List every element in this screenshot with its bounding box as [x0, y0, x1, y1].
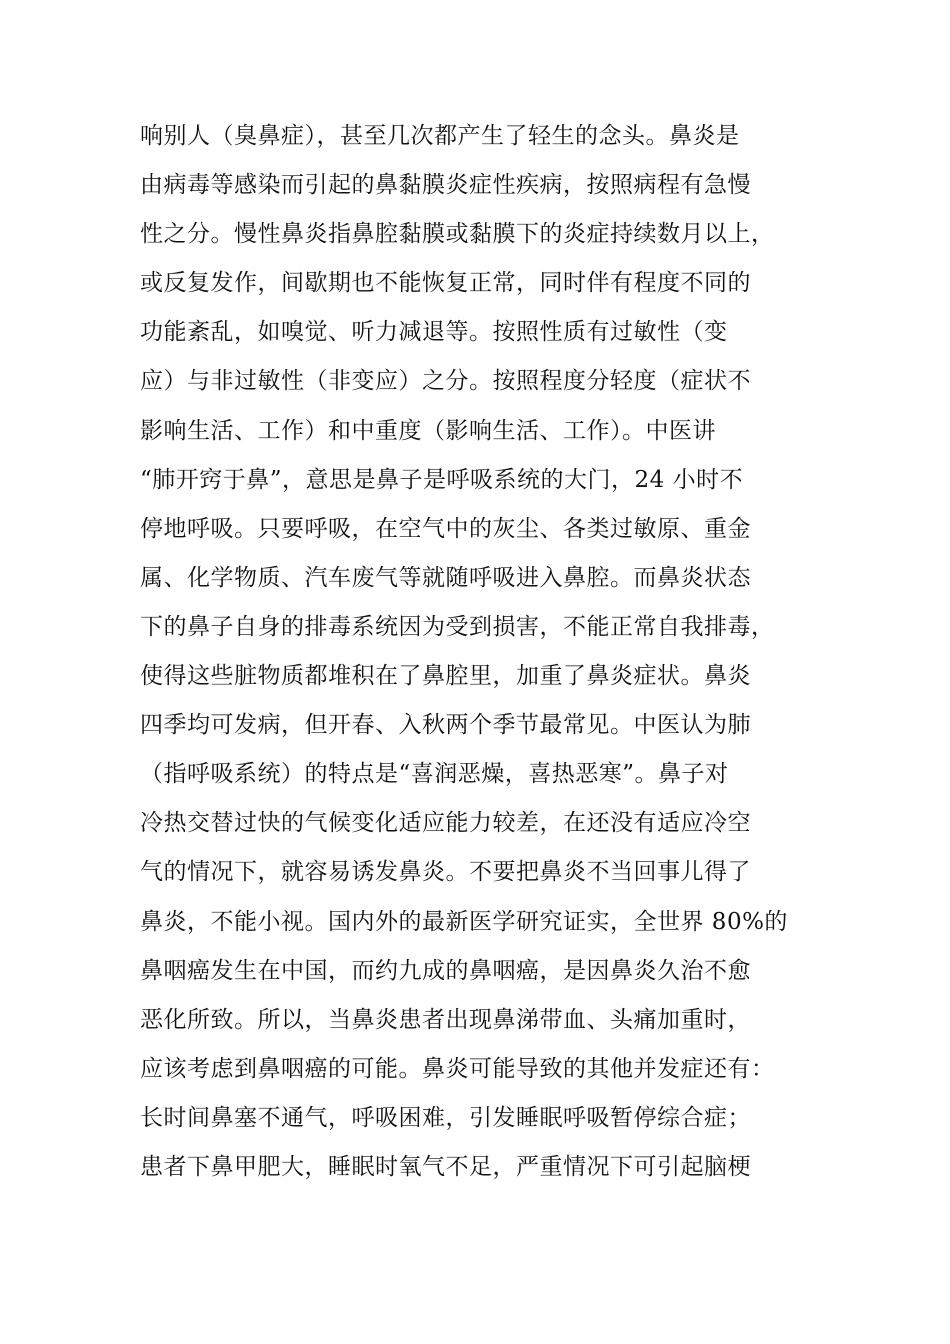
text-line: 长时间鼻塞不通气，呼吸困难，引发睡眠呼吸暂停综合症；: [140, 1104, 751, 1131]
text-line: 性之分。慢性鼻炎指鼻腔黏膜或黏膜下的炎症持续数月以上，: [140, 221, 775, 248]
text-line: 响别人（臭鼻症），甚至几次都产生了轻生的念头。鼻炎是: [140, 123, 740, 149]
text-line: 停地呼吸。只要呼吸，在空气中的灰尘、各类过敏原、重金: [140, 515, 751, 542]
text-line: 四季均可发病，但开春、入秋两个季节最常见。中医认为肺: [140, 712, 751, 739]
text-line: 属、化学物质、汽车废气等就随呼吸进入鼻腔。而鼻炎状态: [140, 564, 751, 591]
text-line: 影响生活、工作）和中重度（影响生活、工作）。中医讲: [140, 417, 716, 444]
body-text: [140, 112, 840, 1192]
text-line: 患者下鼻甲肥大，睡眠时氧气不足，严重情况下可引起脑梗: [140, 1153, 751, 1180]
text-line: “肺开窍于鼻”，意思是鼻子是呼吸系统的大门，24 小时不: [140, 466, 744, 493]
text-line: 应该考虑到鼻咽癌的可能。鼻炎可能导致的其他并发症还有：: [140, 1055, 775, 1082]
text-line: 或反复发作，间歇期也不能恢复正常，同时伴有程度不同的: [140, 270, 751, 297]
text-line: 由病毒等感染而引起的鼻黏膜炎症性疾病，按照病程有急慢: [140, 172, 751, 199]
text-line: 恶化所致。所以，当鼻炎患者出现鼻涕带血、头痛加重时，: [140, 1006, 751, 1033]
text-line: 下的鼻子自身的排毒系统因为受到损害，不能正常自我排毒，: [140, 613, 775, 640]
text-line: （指呼吸系统）的特点是“喜润恶燥，喜热恶寒”。鼻子对: [140, 761, 729, 788]
text-line: 使得这些脏物质都堆积在了鼻腔里，加重了鼻炎症状。鼻炎: [140, 663, 751, 690]
text-line: 应）与非过敏性（非变应）之分。按照程度分轻度（症状不: [140, 368, 751, 395]
text-line: 冷热交替过快的气候变化适应能力较差，在还没有适应冷空: [140, 810, 751, 837]
text-line: 鼻炎，不能小视。国内外的最新医学研究证实，全世界 80%的: [140, 908, 788, 935]
text-line: 气的情况下，就容易诱发鼻炎。不要把鼻炎不当回事儿得了: [140, 859, 751, 886]
text-line: 功能紊乱，如嗅觉、听力减退等。按照性质有过敏性（变: [140, 319, 728, 346]
text-line: 鼻咽癌发生在中国，而约九成的鼻咽癌，是因鼻炎久治不愈: [140, 957, 751, 984]
